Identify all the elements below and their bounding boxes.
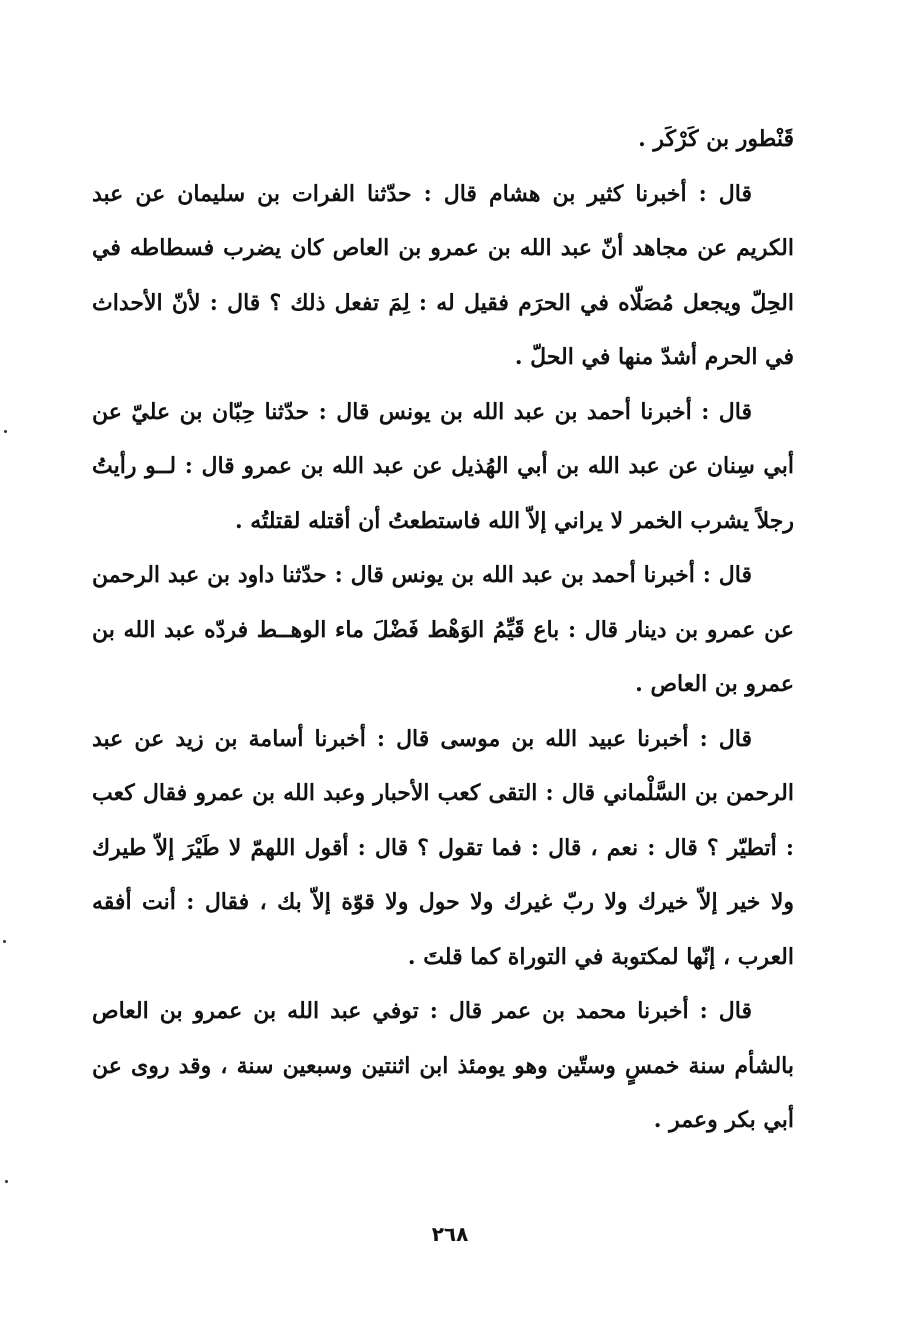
paragraph: قال : أخبرنا كثير بن هشام قال : حدّثنا الفرات بن سليمان عن عبد الكريم عن مجاهد أنّ عبد الله بن عمرو بن العاص كان يضرب فسطاطه في الحِلّ ويجعل مُصَلّاه في الحرَم فقيل له : لِمَ تفعل ذلك ؟ قال : لأنّ الأحداث في الحرم أشدّ منها في الحلّ . [92,180,794,370]
page-number: ٢٦٨ [431,1222,469,1246]
margin-speck [3,940,6,943]
paragraph-continuation: قَنْطور بن كَرْكَر . [638,126,794,152]
page-body [92,112,794,1148]
paragraph: قال : أخبرنا محمد بن عمر قال : توفي عبد الله بن عمرو بن العاص بالشأم سنة خمسٍ وستّين وهو يومئذ ابن اثنتين وسبعين سنة ، وقد روى عن أبي بكر وعمر . [92,998,794,1133]
margin-speck [4,430,7,433]
margin-speck [5,1180,8,1183]
paragraph: قال : أخبرنا أحمد بن عبد الله بن يونس قال : حدّثنا داود بن عبد الرحمن عن عمرو بن دينار قال : باع قَيِّمُ الوَهْط فَضْلَ ماء الوهــط فردّه عبد الله بن عمرو بن العاص . [92,562,794,697]
paragraph: قال : أخبرنا عبيد الله بن موسى قال : أخبرنا أسامة بن زيد عن عبد الرحمن بن السَّلْماني قال : التقى كعب الأحبار وعبد الله بن عمرو فقال كعب : أتطيّر ؟ قال : نعم ، قال : فما تقول ؟ قال : أقول اللهمّ لا طَيْرَ إلاّ طيرك ولا خير إلاّ خيرك ولا ربّ غيرك ولا حول ولا قوّة إلاّ بك ، فقال : أنت أفقه العرب ، إنّها لمكتوبة في التوراة كما قلتَ . [92,725,794,970]
paragraph: قال : أخبرنا أحمد بن عبد الله بن يونس قال : حدّثنا حِبّان بن عليّ عن أبي سِنان عن عبد الله بن أبي الهُذيل عن عبد الله بن عمرو قال : لــو رأيتُ رجلاً يشرب الخمر لا يراني إلاّ الله فاستطعتُ أن أقتله لقتلتُه . [92,398,794,534]
